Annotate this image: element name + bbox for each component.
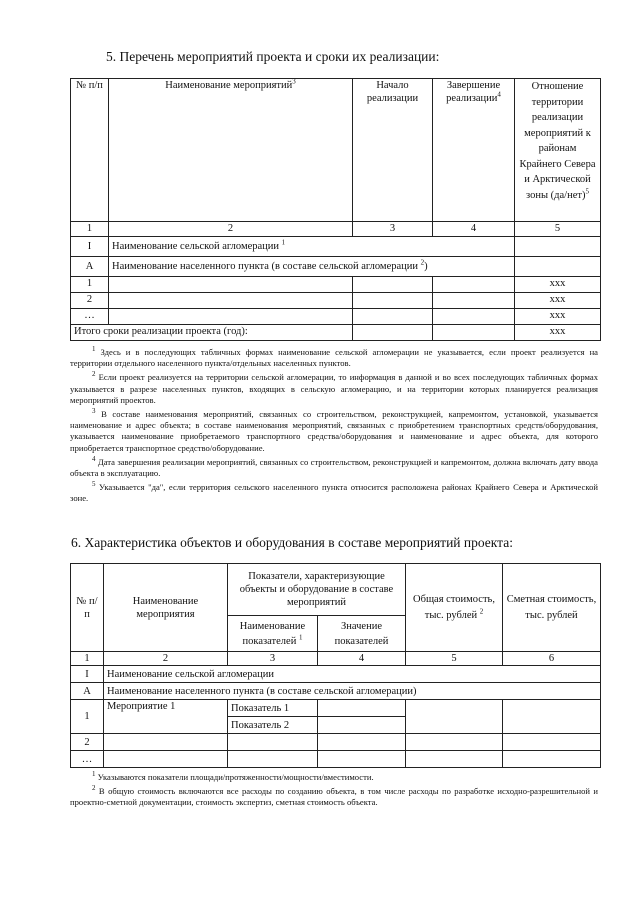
header-end: Завершение реализации$^4$	[433, 79, 515, 222]
header-num: № п/п	[71, 79, 109, 222]
table-row: I Наименование сельской агломерации	[71, 666, 601, 683]
header-total-cost: Общая стоимость, тыс. рублей $^2$	[406, 564, 503, 652]
table-header-row	[71, 79, 601, 222]
section-6-title: 6. Характеристика объектов и оборудования в составе мероприятий проекта:	[71, 535, 513, 550]
table-row: 2 ххх	[71, 293, 601, 309]
table-header-row	[71, 564, 601, 616]
table-row: … ххх	[71, 309, 601, 325]
column-numbers-row: 1 2 3 4 5 6	[71, 652, 601, 666]
footnote: $^4$ Дата завершения реализации мероприятий, связанных со строительством, реконструкцией и капремонтом, должна включать дату ввода объекта в эксплуатацию.	[70, 454, 598, 479]
section-6-footnotes	[70, 772, 598, 812]
header-name: Наименование мероприятий$^3$	[109, 79, 353, 222]
footnote: $^3$ В составе наименования мероприятий, связанных со строительством, реконструкцией, капремонтом, установкой, указывается наименование и адрес объекта; в составе наименования мероприятий, связанных с приобретением транспортных средств/оборудования, указывается наименование приобретаемого транспортного средства/оборудования и наименование и адрес объекта, для которого приобретается транспортное средство/оборудование.	[70, 407, 599, 453]
header-indicator-name: Наименование показателей $^1$	[228, 616, 318, 652]
table-row: 2	[71, 734, 601, 751]
footnote: $^5$ Указывается "да", если территория сельского населенного пункта относится расположена районах Крайнего Севера и Арктической зоне.	[70, 480, 599, 504]
table-row: А Наименование населенного пункта (в составе сельской агломерации)	[71, 683, 601, 700]
events-schedule-table	[70, 78, 601, 341]
total-row: Итого сроки реализации проекта (год): ххх	[71, 325, 601, 341]
table-row: А Наименование населенного пункта (в составе сельской агломерации $^2$)	[71, 257, 601, 277]
header-indicator-value: Значение показателей	[318, 616, 406, 652]
footnote: $^2$ Если проект реализуется на территории сельской агломерации, то информация в данной и во всех последующих табличных формах указывается в разрезе населенных пунктов, входящих в сельскую агломерацию, и на территории которых планируется реализация мероприятий проектов.	[70, 370, 598, 405]
header-indicators: Показатели, характеризующие объекты и оборудование в составе мероприятий	[228, 564, 406, 616]
table-row: 1 Мероприятие 1 Показатель 1	[71, 700, 601, 717]
table-row: I Наименование сельской агломерации $^1$	[71, 237, 601, 257]
footnote: $^1$ Указываются показатели площади/протяженности/мощности/вместимости.	[92, 770, 374, 782]
header-north: Отношение территории реализации мероприятий к районам Крайнего Севера и Арктической зоны $(да/нет)^5$	[515, 79, 601, 222]
header-estimate-cost: Сметная стоимость, тыс. рублей	[503, 564, 601, 652]
header-start: Начало реализации	[353, 79, 433, 222]
header-name: Наименование мероприятия	[104, 564, 228, 652]
footnote: $^2$ В общую стоимость включаются все расходы по созданию объекта, в том числе расходы по разработке исходно-разрешительной и проектно-сметной документации, стоимость экспертиз, сметная стоимость объекта.	[70, 784, 598, 808]
table-row: Показатель 2	[71, 717, 601, 734]
table-row: 1 ххх	[71, 277, 601, 293]
table-row: …	[71, 751, 601, 768]
header-num: № п/п	[71, 564, 104, 652]
objects-equipment-table	[70, 563, 601, 768]
column-numbers-row: 1 2 3 4 5	[71, 222, 601, 237]
footnote: $^1$ Здесь и в последующих табличных формах наименование сельской агломерации не указывается, если проект реализуется на территории отдельного населенного пункта/отдельных населенных пунктов.	[70, 345, 598, 369]
section-5-footnotes	[70, 347, 598, 508]
section-5-title: 5. Перечень мероприятий проекта и сроки их реализации:	[106, 49, 440, 64]
